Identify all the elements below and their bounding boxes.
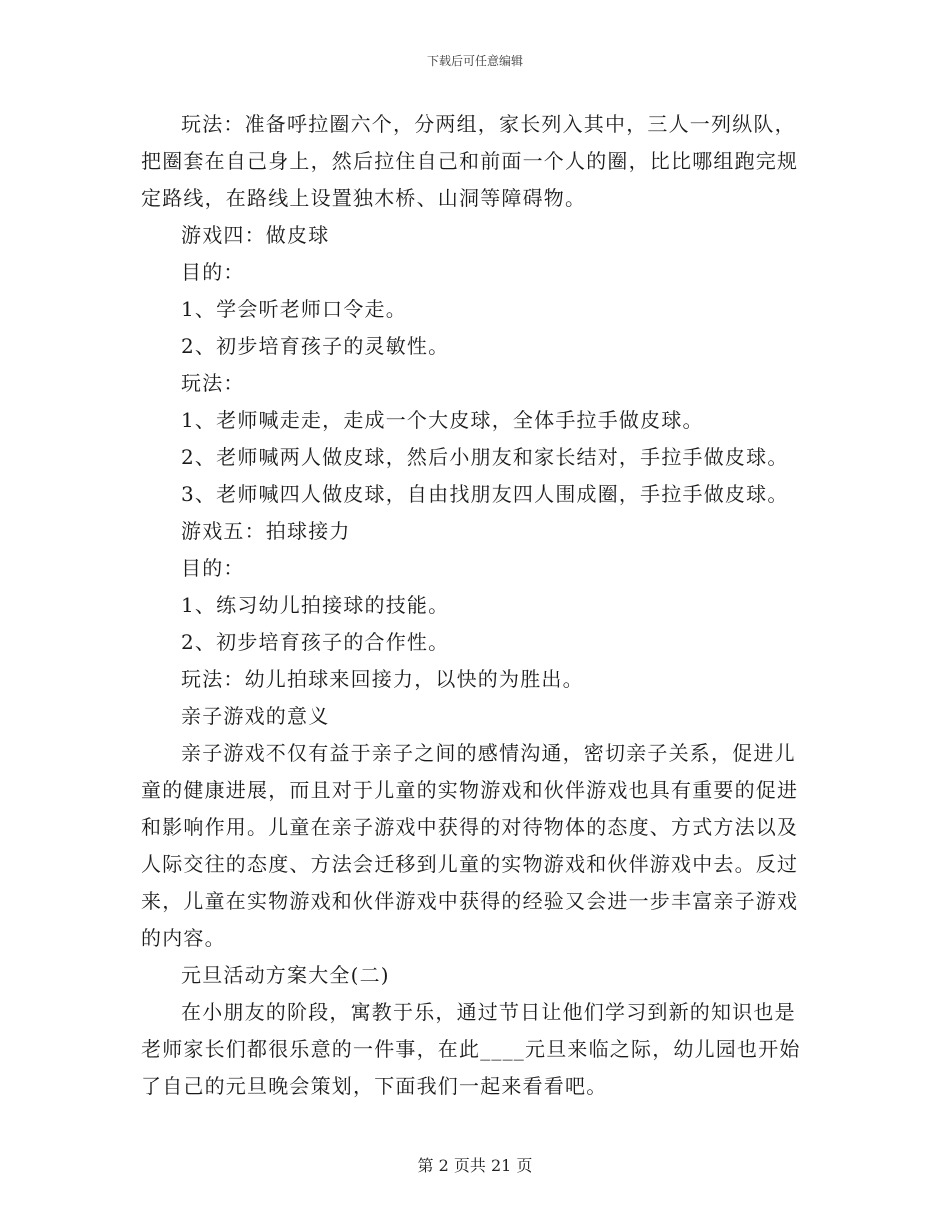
list-item: 2、初步培育孩子的合作性。 xyxy=(181,630,450,654)
paragraph-meaning: 亲子游戏不仅有益于亲子之间的感情沟通，密切亲子关系，促进儿童的健康进展，而且对于儿童的实物游戏和伙伴游戏也具有重要的促进和影响作用。儿童在亲子游戏中获得的对待物体的态度、方式方法以及人际交往的态度、方法会迁移到儿童的实物游戏和伙伴游戏中去。反过来，儿童在实物游戏和伙伴游戏中获得的经验又会进一步丰富亲子游戏的内容。 xyxy=(141,741,799,950)
paragraph-intro: 在小朋友的阶段，寓教于乐，通过节日让他们学习到新的知识也是老师家长们都很乐意的一件事，在此____元旦来临之际，幼儿园也开始了自己的元旦晚会策划，下面我们一起来看看吧。 xyxy=(141,1000,801,1098)
paragraph-play-method-5: 玩法：幼儿拍球来回接力，以快的为胜出。 xyxy=(181,667,584,691)
list-item: 2、初步培育孩子的灵敏性。 xyxy=(181,334,450,358)
section-title-game-5: 游戏五：拍球接力 xyxy=(181,519,351,543)
page-footer: 第 2 页共 21 页 xyxy=(417,1156,533,1175)
section-title-meaning: 亲子游戏的意义 xyxy=(181,704,330,728)
label-purpose: 目的： xyxy=(181,260,245,284)
section-title-game-4: 游戏四：做皮球 xyxy=(181,223,330,247)
list-item: 1、学会听老师口令走。 xyxy=(181,297,407,321)
label-play-method: 玩法： xyxy=(181,371,245,395)
section-title-plan-2: 元旦活动方案大全(二) xyxy=(181,963,390,987)
paragraph-play-method-3: 玩法：准备呼拉圈六个，分两组，家长列入其中，三人一列纵队，把圈套在自己身上，然后拉住自己和前面一个人的圈，比比哪组跑完规定路线，在路线上设置独木桥、山洞等障碍物。 xyxy=(141,112,799,210)
list-item: 2、老师喊两人做皮球，然后小朋友和家长结对，手拉手做皮球。 xyxy=(181,445,789,469)
label-purpose: 目的： xyxy=(181,556,245,580)
list-item: 1、练习幼儿拍接球的技能。 xyxy=(181,593,450,617)
document-body xyxy=(141,106,813,1105)
page-header: 下载后可任意编辑 xyxy=(426,54,523,68)
list-item: 3、老师喊四人做皮球，自由找朋友四人围成圈，手拉手做皮球。 xyxy=(181,482,789,506)
list-item: 1、老师喊走走，走成一个大皮球，全体手拉手做皮球。 xyxy=(181,408,704,432)
